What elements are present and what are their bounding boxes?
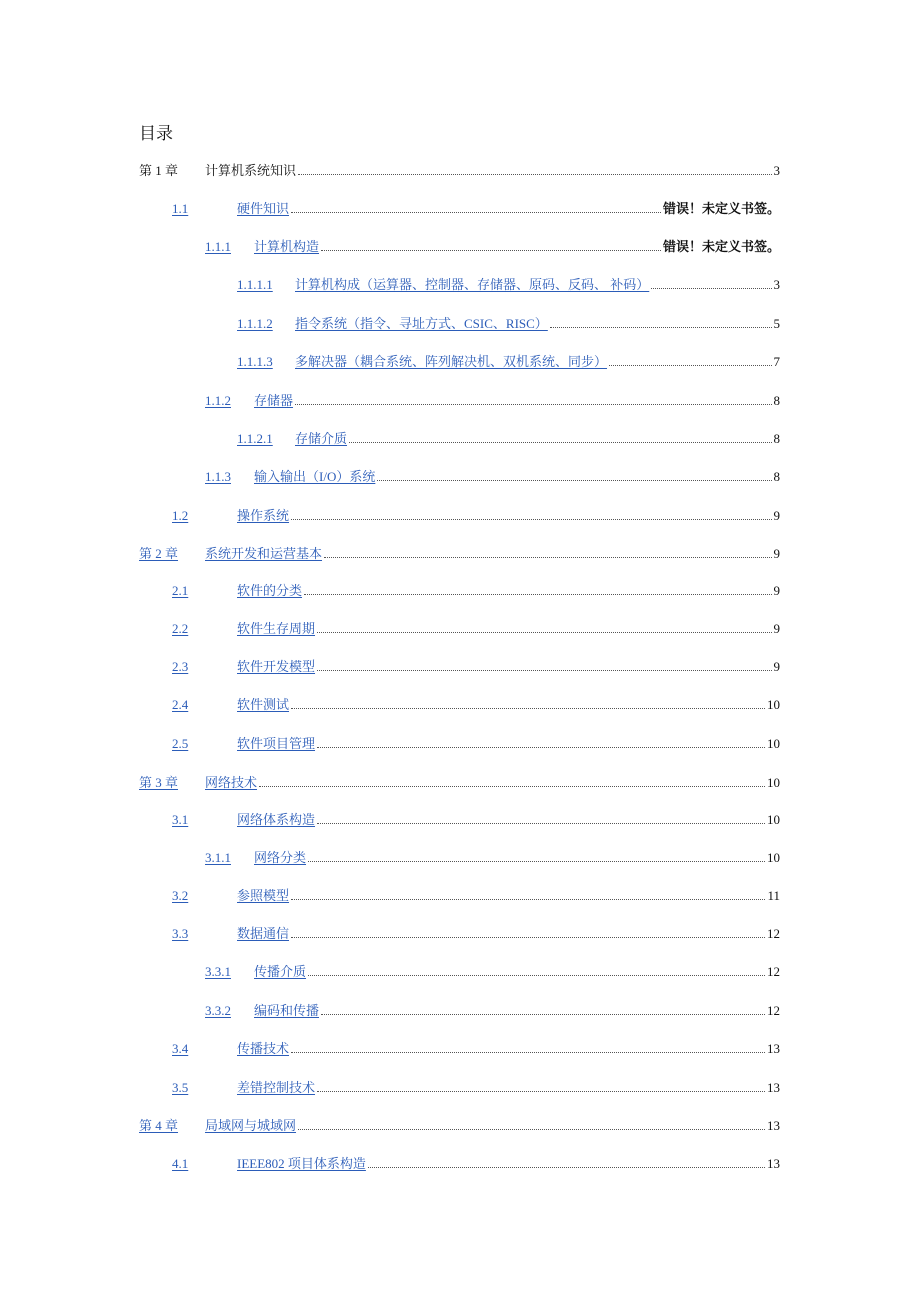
- dot-leader: [377, 480, 771, 481]
- toc-entry-number: 1.1.1.3: [237, 354, 273, 369]
- toc-entry-3-1-1[interactable]: [205, 846, 780, 866]
- toc-entry-chapter-2[interactable]: [139, 542, 780, 562]
- toc-entry-number: 1.1.2: [205, 393, 231, 408]
- dot-leader: [321, 250, 661, 251]
- toc-entry-page: 12: [767, 1003, 780, 1018]
- toc-entry-3-4[interactable]: [172, 1037, 780, 1057]
- toc-entry-label: 传播介质: [254, 964, 307, 979]
- toc-entry-label: 传播技术: [237, 1041, 290, 1056]
- toc-entry-2-2[interactable]: [172, 617, 780, 637]
- dot-leader: [291, 212, 661, 213]
- dot-leader: [259, 786, 765, 787]
- toc-entry-number: 第 2 章: [139, 546, 179, 561]
- dot-leader: [368, 1167, 765, 1168]
- toc-entry-3-1[interactable]: [172, 808, 780, 828]
- toc-entry-page: 8: [773, 469, 780, 484]
- toc-entry-label: 指令系统（指令、寻址方式、CSIC、RISC）: [295, 316, 548, 331]
- bookmark-error-text: 错误！未定义书签。: [662, 202, 780, 217]
- toc-entry-label: 多解决器（耦合系统、阵列解决机、双机系统、同步）: [295, 354, 608, 369]
- toc-entry-label: 软件测试: [237, 697, 290, 712]
- toc-entry-page: 13: [767, 1156, 780, 1171]
- dot-leader: [291, 708, 765, 709]
- toc-entry-label: 网络技术: [205, 775, 258, 790]
- toc-entry-page: 10: [767, 736, 780, 751]
- dot-leader: [291, 1052, 765, 1053]
- toc-entry-3-3[interactable]: [172, 922, 780, 942]
- dot-leader: [317, 1091, 765, 1092]
- toc-entry-label: 软件开发模型: [237, 659, 316, 674]
- toc-entry-number: 3.1.1: [205, 850, 231, 865]
- toc-entry-label: 软件项目管理: [237, 736, 316, 751]
- toc-entry-number: 3.4: [172, 1041, 189, 1056]
- toc-entry-page: 10: [767, 775, 780, 790]
- toc-entry-number: 3.3.2: [205, 1003, 231, 1018]
- toc-entry-label: 输入输出（I/O）系统: [254, 469, 376, 484]
- toc-entry-number: 第 4 章: [139, 1118, 179, 1133]
- toc-entry-chapter-1[interactable]: [139, 159, 780, 179]
- toc-entry-1-1-1-2[interactable]: [237, 312, 780, 332]
- toc-entry-3-5[interactable]: [172, 1076, 780, 1096]
- dot-leader: [317, 747, 765, 748]
- dot-leader: [291, 899, 765, 900]
- toc-entry-number: 3.3.1: [205, 964, 231, 979]
- toc-entry-number: 3.2: [172, 888, 189, 903]
- toc-entry-1-1-1[interactable]: [205, 235, 780, 255]
- toc-entry-label: 软件生存周期: [237, 621, 316, 636]
- toc-entry-number: 第 1 章: [139, 163, 179, 178]
- toc-entry-number: 1.1: [172, 201, 189, 216]
- toc-entry-number: 2.2: [172, 621, 189, 636]
- toc-entry-label: 差错控制技术: [237, 1080, 316, 1095]
- toc-entry-label: 计算机构造: [254, 239, 320, 254]
- dot-leader: [349, 442, 771, 443]
- toc-entry-1-1-2-1[interactable]: [237, 427, 780, 447]
- toc-entry-number: 1.1.2.1: [237, 431, 273, 446]
- toc-entry-label: 操作系统: [237, 508, 290, 523]
- toc-entry-page: 10: [767, 850, 780, 865]
- toc-entry-number: 2.5: [172, 736, 189, 751]
- toc-entry-2-1[interactable]: [172, 579, 780, 599]
- toc-entry-chapter-4[interactable]: [139, 1114, 780, 1134]
- dot-leader: [317, 632, 771, 633]
- dot-leader: [308, 975, 765, 976]
- toc-entry-page: 13: [767, 1041, 780, 1056]
- dot-leader: [317, 670, 771, 671]
- toc-entry-chapter-3[interactable]: [139, 771, 780, 791]
- toc-entry-label: 网络体系构造: [237, 812, 316, 827]
- toc-entry-label: 硬件知识: [237, 202, 290, 217]
- toc-entry-label: 存储介质: [295, 431, 348, 446]
- toc-entry-2-3[interactable]: [172, 655, 780, 675]
- toc-entry-page: 9: [773, 546, 780, 561]
- dot-leader: [295, 404, 771, 405]
- toc-entry-label: 计算机构成（运算器、控制器、存储器、原码、反码、 补码）: [295, 277, 650, 292]
- bookmark-error-text: 错误！未定义书签。: [662, 240, 780, 255]
- dot-leader: [317, 823, 765, 824]
- toc-entry-page: 9: [773, 621, 780, 636]
- toc-entry-label: 参照模型: [237, 888, 290, 903]
- toc-entry-number: 4.1: [172, 1156, 189, 1171]
- toc-entry-number: 1.1.1: [205, 239, 231, 254]
- toc-entry-1-1-1-1[interactable]: [237, 273, 780, 293]
- toc-title: 目录: [139, 124, 173, 143]
- toc-entry-page: 11: [767, 888, 780, 903]
- toc-entry-page: 12: [767, 926, 780, 941]
- toc-entry-page: 9: [773, 583, 780, 598]
- toc-entry-page: 13: [767, 1080, 780, 1095]
- dot-leader: [651, 288, 771, 289]
- toc-entry-1-1-1-3[interactable]: [237, 350, 780, 370]
- toc-entry-4-1[interactable]: [172, 1152, 780, 1172]
- toc-entry-page: 5: [773, 316, 780, 331]
- toc-entry-label: 编码和传播: [254, 1003, 320, 1018]
- toc-entry-label: 网络分类: [254, 850, 307, 865]
- toc-entry-label: 存储器: [254, 393, 294, 408]
- dot-leader: [291, 519, 771, 520]
- toc-entry-page: 12: [767, 964, 780, 979]
- toc-entry-1-2[interactable]: [172, 504, 780, 524]
- toc-entry-3-3-2[interactable]: [205, 999, 780, 1019]
- toc-entry-2-4[interactable]: [172, 693, 780, 713]
- dot-leader: [304, 594, 771, 595]
- toc-entry-page: 3: [773, 277, 780, 292]
- toc-entry-page: 8: [773, 393, 780, 408]
- dot-leader: [321, 1014, 765, 1015]
- toc-entry-page: 10: [767, 697, 780, 712]
- toc-entry-number: 1.1.1.2: [237, 316, 273, 331]
- toc-entry-number: 3.5: [172, 1080, 189, 1095]
- toc-entry-page: 3: [773, 163, 780, 178]
- toc-entry-number: 第 3 章: [139, 775, 179, 790]
- toc-entry-label: 软件的分类: [237, 583, 303, 598]
- toc-entry-page: 13: [767, 1118, 780, 1133]
- dot-leader: [298, 1129, 765, 1130]
- toc-entry-2-5[interactable]: [172, 732, 780, 752]
- toc-entry-3-3-1[interactable]: [205, 960, 780, 980]
- toc-entry-number: 2.1: [172, 583, 189, 598]
- toc-entry-1-1-2[interactable]: [205, 389, 780, 409]
- toc-entry-3-2[interactable]: [172, 884, 780, 904]
- toc-entry-page: 7: [773, 354, 780, 369]
- dot-leader: [609, 365, 771, 366]
- toc-entry-label: 系统开发和运营基本: [205, 546, 323, 561]
- toc-entry-label: 数据通信: [237, 926, 290, 941]
- toc-entry-page: 9: [773, 659, 780, 674]
- dot-leader: [291, 937, 765, 938]
- toc-entry-page: 8: [773, 431, 780, 446]
- toc-entry-number: 3.1: [172, 812, 189, 827]
- toc-entry-label: IEEE802 项目体系构造: [237, 1156, 366, 1171]
- dot-leader: [298, 174, 771, 175]
- dot-leader: [550, 327, 772, 328]
- toc-entry-number: 1.1.1.1: [237, 277, 273, 292]
- toc-entry-page: 9: [773, 508, 780, 523]
- toc-entry-page: 10: [767, 812, 780, 827]
- dot-leader: [308, 861, 765, 862]
- toc-entry-number: 2.3: [172, 659, 189, 674]
- toc-entry-label: 计算机系统知识: [205, 163, 297, 178]
- toc-entry-1-1-3[interactable]: [205, 465, 780, 485]
- toc-entry-number: 1.2: [172, 508, 189, 523]
- toc-entry-number: 3.3: [172, 926, 189, 941]
- toc-entry-number: 1.1.3: [205, 469, 231, 484]
- toc-entry-label: 局域网与城域网: [205, 1118, 297, 1133]
- dot-leader: [324, 557, 771, 558]
- toc-entry-number: 2.4: [172, 697, 189, 712]
- toc-entry-1-1[interactable]: [172, 197, 780, 217]
